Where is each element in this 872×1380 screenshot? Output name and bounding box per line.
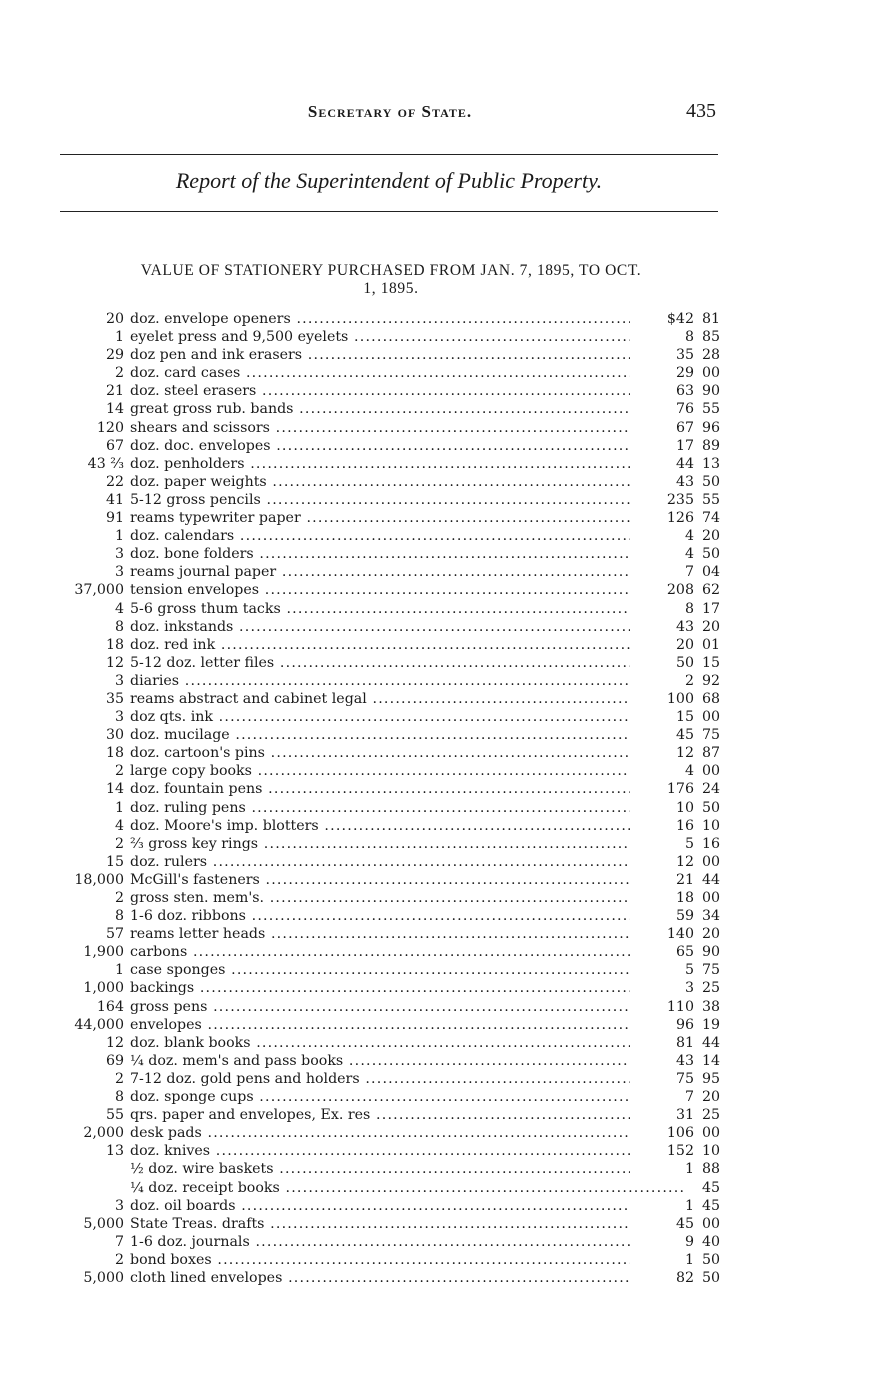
item-description: doz. ruling pens ..... <box>130 799 686 817</box>
ledger-row <box>62 346 722 364</box>
item-quantity: 8 <box>114 1089 124 1106</box>
item-dollars: 20 <box>630 636 694 654</box>
item-cents: 90 <box>701 383 720 400</box>
item-dollars: 63 <box>630 382 694 400</box>
item-cents: 74 <box>701 510 720 527</box>
item-cents: 50 <box>701 1269 720 1286</box>
item-description: gross sten. mem's. ..... <box>130 889 686 907</box>
ledger-row <box>62 364 722 382</box>
item-quantity: 1 <box>114 528 124 545</box>
item-quantity: 14 <box>105 401 124 418</box>
item-dollars: 126 <box>630 509 694 527</box>
item-description: reams journal paper ..... <box>130 563 686 581</box>
ledger-row <box>62 636 722 654</box>
item-cents: 62 <box>701 582 720 599</box>
ledger-row <box>62 744 722 762</box>
item-cents: 20 <box>701 1089 720 1106</box>
item-quantity: 29 <box>105 347 124 364</box>
item-cents: 92 <box>701 672 720 689</box>
item-description: carbons ..... <box>130 943 686 961</box>
ledger-row <box>62 889 722 907</box>
item-description: doz. inkstands ..... <box>130 618 686 636</box>
item-dollars: 31 <box>630 1106 694 1124</box>
item-dollars: 8 <box>630 600 694 618</box>
item-dollars: 7 <box>630 1088 694 1106</box>
item-quantity: 35 <box>105 690 124 707</box>
item-quantity: 2 <box>114 365 124 382</box>
item-dollars: 15 <box>630 708 694 726</box>
item-dollars: 3 <box>630 979 694 997</box>
item-description: doz. penholders ..... <box>130 455 686 473</box>
item-cents: 00 <box>701 1215 720 1232</box>
item-quantity: 3 <box>114 709 124 726</box>
item-dollars: 76 <box>630 400 694 418</box>
item-description: McGill's fasteners ..... <box>130 871 686 889</box>
item-dollars: 45 <box>630 726 694 744</box>
ledger-row <box>62 817 722 835</box>
item-dollars: 75 <box>630 1070 694 1088</box>
item-dollars: 106 <box>630 1124 694 1142</box>
ledger-row <box>62 979 722 997</box>
ledger-row <box>62 835 722 853</box>
item-quantity: 2 <box>114 890 124 906</box>
item-cents: 75 <box>701 962 720 979</box>
item-cents: 25 <box>701 980 720 997</box>
item-quantity: 12 <box>105 1034 124 1051</box>
page-number: 435 <box>686 100 716 122</box>
item-description: doz. knives ..... <box>130 1142 686 1160</box>
ledger-row <box>62 455 722 473</box>
item-description: 7-12 doz. gold pens and holders ..... <box>130 1070 686 1088</box>
section-heading-line-1: VALUE OF STATIONERY PURCHASED FROM JAN. 7, 1895, TO OCT. <box>140 262 642 279</box>
item-cents: 55 <box>701 491 720 508</box>
item-dollars: 4 <box>630 527 694 545</box>
top-rule <box>60 154 718 155</box>
ledger-row <box>62 708 722 726</box>
item-quantity: 1 <box>114 962 124 979</box>
item-cents: 20 <box>701 528 720 545</box>
item-cents: 81 <box>701 311 720 327</box>
item-description: reams abstract and cabinet legal ..... <box>130 690 686 708</box>
ledger-row <box>62 1179 722 1197</box>
item-quantity: 15 <box>105 853 124 870</box>
item-dollars: 4 <box>630 545 694 563</box>
ledger-row <box>62 473 722 491</box>
item-dollars: 35 <box>630 346 694 364</box>
item-description: 5-12 gross pencils ..... <box>130 491 686 509</box>
item-cents: 14 <box>701 1052 720 1069</box>
item-dollars: 152 <box>630 1142 694 1160</box>
item-dollars: 1 <box>630 1251 694 1269</box>
ledger-row <box>62 1106 722 1124</box>
item-quantity: 14 <box>105 781 124 798</box>
section-heading <box>62 262 720 298</box>
item-cents: 20 <box>701 618 720 635</box>
ledger-row <box>62 1160 722 1178</box>
item-description: doz. blank books ..... <box>130 1034 686 1052</box>
item-dollars: 18 <box>630 889 694 907</box>
item-dollars: 43 <box>630 618 694 636</box>
item-dollars: 5 <box>630 961 694 979</box>
item-quantity: 1,000 <box>83 980 124 997</box>
item-description: backings ..... <box>130 979 686 997</box>
item-cents: 04 <box>701 564 720 581</box>
item-cents: 55 <box>701 401 720 418</box>
ledger-row <box>62 509 722 527</box>
ledger-row <box>62 545 722 563</box>
item-description: large copy books ..... <box>130 762 686 780</box>
item-quantity: 18,000 <box>74 871 124 888</box>
item-cents: 10 <box>701 1143 720 1160</box>
item-description: cloth lined envelopes ..... <box>130 1269 686 1287</box>
item-cents: 44 <box>701 1034 720 1051</box>
item-description: case sponges ..... <box>130 961 686 979</box>
ledger-row <box>62 1251 722 1269</box>
ledger-row <box>62 672 722 690</box>
item-description: doz. sponge cups ..... <box>130 1088 686 1106</box>
item-quantity: 164 <box>96 998 124 1015</box>
item-cents: 90 <box>701 944 720 961</box>
item-description: qrs. paper and envelopes, Ex. res ..... <box>130 1106 686 1124</box>
item-cents: 00 <box>701 853 720 870</box>
ledger-row <box>62 853 722 871</box>
item-quantity: 41 <box>105 491 124 508</box>
item-dollars: 45 <box>630 1215 694 1233</box>
item-dollars: 208 <box>630 581 694 599</box>
ledger-row <box>62 581 722 599</box>
item-cents: 44 <box>701 871 720 888</box>
item-dollars: 12 <box>630 853 694 871</box>
item-description: great gross rub. bands ..... <box>130 400 686 418</box>
item-quantity: 2 <box>114 1070 124 1087</box>
ledger-row <box>62 1197 722 1215</box>
item-cents: 17 <box>701 600 720 617</box>
item-cents: 40 <box>701 1233 720 1250</box>
item-description: doz. paper weights ..... <box>130 473 686 491</box>
item-description: doz pen and ink erasers ..... <box>130 346 686 364</box>
item-dollars: 21 <box>630 871 694 889</box>
item-dollars: 43 <box>630 473 694 491</box>
ledger-row <box>62 419 722 437</box>
item-description: doz. card cases ..... <box>130 364 686 382</box>
report-title: Report of the Superintendent of Public Property. <box>175 168 603 193</box>
section-heading-line-2: 1, 1895. <box>363 280 419 297</box>
ledger-row <box>62 726 722 744</box>
item-dollars: 43 <box>630 1052 694 1070</box>
item-dollars: 16 <box>630 817 694 835</box>
ledger-row <box>62 328 722 346</box>
item-cents: 28 <box>701 347 720 364</box>
item-description: doz. rulers ..... <box>130 853 686 871</box>
item-description: ½ doz. wire baskets ..... <box>130 1160 686 1178</box>
ledger-row <box>62 1016 722 1034</box>
item-cents: 87 <box>701 745 720 762</box>
item-quantity: 3 <box>114 672 124 689</box>
item-cents: 20 <box>701 926 720 943</box>
item-description: doz. envelope openers ..... <box>130 310 686 328</box>
item-description: tension envelopes ..... <box>130 581 686 599</box>
item-cents: 15 <box>701 654 720 671</box>
item-cents: 45 <box>701 1179 720 1196</box>
item-quantity: 69 <box>105 1052 124 1069</box>
item-cents: 19 <box>701 1016 720 1033</box>
ledger-row <box>62 1215 722 1233</box>
item-cents: 25 <box>701 1107 720 1124</box>
item-quantity: 22 <box>105 473 124 490</box>
item-cents: 01 <box>701 636 720 653</box>
item-description: doz. cartoon's pins ..... <box>130 744 686 762</box>
item-cents: 50 <box>701 799 720 816</box>
ledger-row <box>62 563 722 581</box>
item-cents: 50 <box>701 546 720 563</box>
item-dollars: 17 <box>630 437 694 455</box>
item-dollars: 65 <box>630 943 694 961</box>
item-cents: 00 <box>701 365 720 382</box>
item-quantity: 21 <box>105 383 124 400</box>
item-dollars: 82 <box>630 1269 694 1287</box>
item-description: doz qts. ink ..... <box>130 708 686 726</box>
item-quantity: 2 <box>114 835 124 852</box>
ledger-row <box>62 400 722 418</box>
item-dollars: 96 <box>630 1016 694 1034</box>
item-description: reams typewriter paper ..... <box>130 509 686 527</box>
item-quantity: 37,000 <box>74 582 124 599</box>
item-cents: 85 <box>701 329 720 346</box>
ledger-row <box>62 310 722 328</box>
item-quantity: 2 <box>114 1251 124 1268</box>
item-quantity: 67 <box>105 437 124 454</box>
item-dollars: 59 <box>630 907 694 925</box>
item-cents: 96 <box>701 419 720 436</box>
item-quantity: 3 <box>114 546 124 563</box>
item-quantity: 5,000 <box>83 1215 124 1232</box>
item-cents: 00 <box>701 763 720 780</box>
item-dollars: 235 <box>630 491 694 509</box>
item-description: ¼ doz. mem's and pass books ..... <box>130 1052 686 1070</box>
item-quantity: 44,000 <box>74 1016 124 1033</box>
item-description: doz. red ink ..... <box>130 636 686 654</box>
item-description: doz. doc. envelopes ..... <box>130 437 686 455</box>
item-quantity: 1 <box>114 799 124 816</box>
item-quantity: 91 <box>105 510 124 527</box>
item-dollars: $42 <box>630 310 694 328</box>
item-description: doz. calendars ..... <box>130 527 686 545</box>
item-quantity: 13 <box>105 1143 124 1160</box>
item-dollars: 12 <box>630 744 694 762</box>
item-quantity: 2,000 <box>83 1125 124 1142</box>
item-dollars: 140 <box>630 925 694 943</box>
ledger-row <box>62 1124 722 1142</box>
bottom-rule <box>60 211 718 212</box>
ledger-row <box>62 961 722 979</box>
item-description: 1-6 doz. ribbons ..... <box>130 907 686 925</box>
item-description: gross pens ..... <box>130 998 686 1016</box>
item-dollars: 9 <box>630 1233 694 1251</box>
item-cents: 75 <box>701 727 720 744</box>
item-description: bond boxes ..... <box>130 1251 686 1269</box>
item-cents: 00 <box>701 1125 720 1142</box>
ledger-row <box>62 1233 722 1251</box>
ledger-row <box>62 437 722 455</box>
ledger-row <box>62 1052 722 1070</box>
ledger-row <box>62 925 722 943</box>
item-quantity: 7 <box>114 1233 124 1250</box>
item-quantity: 12 <box>105 654 124 671</box>
item-cents: 89 <box>701 437 720 454</box>
ledger-row <box>62 654 722 672</box>
item-description: 5-12 doz. letter files ..... <box>130 654 686 672</box>
item-dollars: 50 <box>630 654 694 672</box>
item-cents: 34 <box>701 908 720 925</box>
item-dollars: 110 <box>630 998 694 1016</box>
item-dollars: 100 <box>630 690 694 708</box>
item-description: reams letter heads ..... <box>130 925 686 943</box>
item-description: doz. Moore's imp. blotters ..... <box>130 817 686 835</box>
item-cents: 10 <box>701 817 720 834</box>
ledger-row <box>62 491 722 509</box>
item-cents: 24 <box>701 781 720 798</box>
item-dollars: 176 <box>630 780 694 798</box>
item-description: envelopes ..... <box>130 1016 686 1034</box>
item-dollars: 2 <box>630 672 694 690</box>
item-description: 1-6 doz. journals ..... <box>130 1233 686 1251</box>
ledger-row <box>62 527 722 545</box>
item-cents: 13 <box>701 455 720 472</box>
item-dollars: 44 <box>630 455 694 473</box>
item-cents: 68 <box>701 690 720 707</box>
item-cents: 50 <box>701 473 720 490</box>
item-quantity: 1,900 <box>83 944 124 961</box>
item-quantity: 4 <box>114 600 124 617</box>
item-description: doz. oil boards ..... <box>130 1197 686 1215</box>
stationery-ledger <box>62 310 722 1287</box>
item-cents: 38 <box>701 998 720 1015</box>
item-quantity: 120 <box>96 419 124 436</box>
item-description: ⅔ gross key rings ..... <box>130 835 686 853</box>
item-dollars: 81 <box>630 1034 694 1052</box>
item-quantity: 3 <box>114 1197 124 1214</box>
item-dollars: 8 <box>630 328 694 346</box>
item-description: eyelet press and 9,500 eyelets ..... <box>130 328 686 346</box>
item-dollars: 29 <box>630 364 694 382</box>
item-cents: 16 <box>701 835 720 852</box>
item-dollars: 10 <box>630 799 694 817</box>
ledger-row <box>62 780 722 798</box>
item-dollars: 5 <box>630 835 694 853</box>
item-quantity: 2 <box>114 763 124 780</box>
item-description: ¼ doz. receipt books ..... <box>130 1179 686 1197</box>
ledger-row <box>62 871 722 889</box>
item-quantity: 4 <box>114 817 124 834</box>
item-quantity: 8 <box>114 908 124 925</box>
ledger-row <box>62 762 722 780</box>
ledger-row <box>62 1070 722 1088</box>
item-quantity: 8 <box>114 618 124 635</box>
item-description: diaries ..... <box>130 672 686 690</box>
item-quantity: 18 <box>105 636 124 653</box>
item-cents: 00 <box>701 709 720 726</box>
running-title: Secretary of State. <box>307 102 473 121</box>
item-description: shears and scissors ..... <box>130 419 686 437</box>
item-dollars: 1 <box>630 1197 694 1215</box>
item-description: doz. steel erasers ..... <box>130 382 686 400</box>
item-quantity: 43 ⅔ <box>87 455 124 472</box>
ledger-row <box>62 998 722 1016</box>
item-description: doz. fountain pens ..... <box>130 780 686 798</box>
item-cents: 50 <box>701 1251 720 1268</box>
item-description: desk pads ..... <box>130 1124 686 1142</box>
ledger-row <box>62 1269 722 1287</box>
item-description: doz. bone folders ..... <box>130 545 686 563</box>
ledger-row <box>62 1088 722 1106</box>
ledger-row <box>62 907 722 925</box>
item-quantity: 5,000 <box>83 1269 124 1286</box>
item-quantity: 18 <box>105 745 124 762</box>
ledger-row <box>62 943 722 961</box>
item-cents: 00 <box>701 890 720 906</box>
item-description: 5-6 gross thum tacks ..... <box>130 600 686 618</box>
ledger-row <box>62 1034 722 1052</box>
ledger-row <box>62 600 722 618</box>
running-head <box>62 102 718 128</box>
item-quantity: 57 <box>105 926 124 943</box>
item-cents: 88 <box>701 1161 720 1178</box>
item-description: State Treas. drafts ..... <box>130 1215 686 1233</box>
item-dollars: 4 <box>630 762 694 780</box>
item-quantity: 30 <box>105 727 124 744</box>
item-cents: 45 <box>701 1197 720 1214</box>
item-quantity: 20 <box>105 311 124 327</box>
ledger-row <box>62 382 722 400</box>
ledger-row <box>62 1142 722 1160</box>
item-quantity: 3 <box>114 564 124 581</box>
item-dollars: 67 <box>630 419 694 437</box>
item-quantity: 1 <box>114 329 124 346</box>
item-description: doz. mucilage ..... <box>130 726 686 744</box>
ledger-row <box>62 618 722 636</box>
ledger-row <box>62 690 722 708</box>
item-dollars: 7 <box>630 563 694 581</box>
ledger-row <box>62 799 722 817</box>
item-quantity: 55 <box>105 1107 124 1124</box>
item-dollars: 1 <box>630 1160 694 1178</box>
item-cents: 95 <box>701 1070 720 1087</box>
